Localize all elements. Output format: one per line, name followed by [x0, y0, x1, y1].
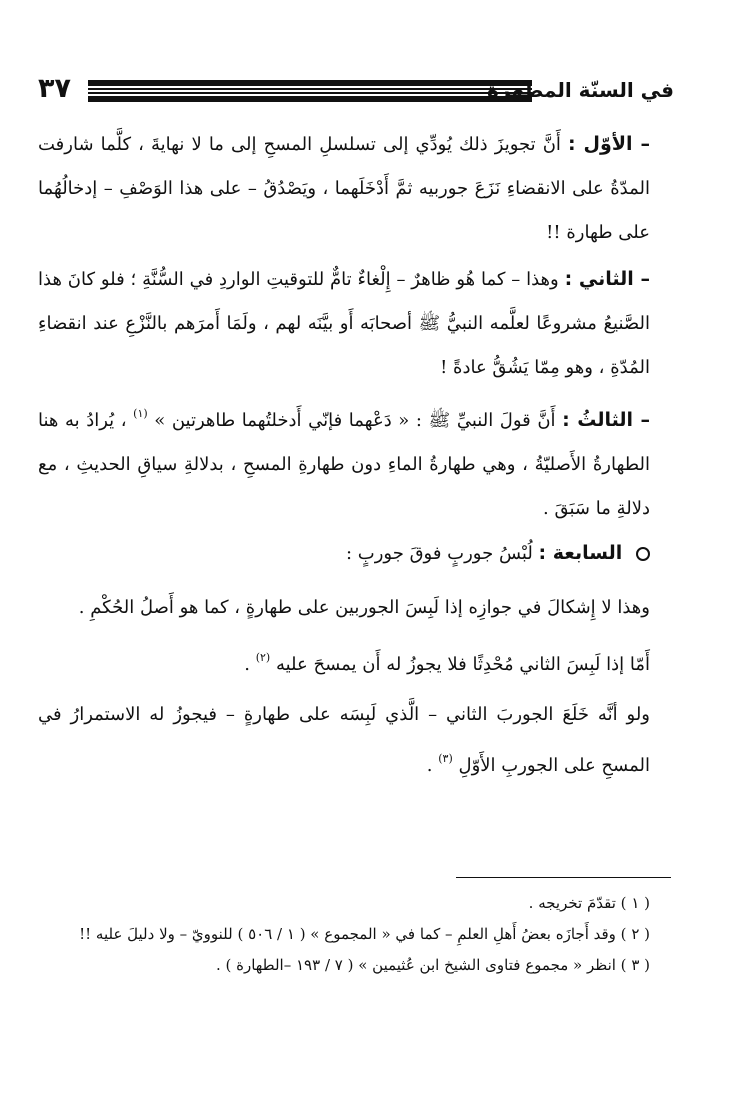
footnote-ref-1: (١) — [133, 407, 148, 420]
footnotes — [38, 888, 670, 981]
footnote-1: ( ١ ) تقدّمَ تخريجه . — [528, 894, 650, 912]
section-heading — [38, 531, 670, 576]
footnote-ref-2: (٢) — [255, 651, 271, 664]
paragraph-first — [38, 122, 670, 255]
paragraph-first-text: أَنَّ تجويزَ ذلك يُودِّي إلى تسلسلِ المسحِ إلى ما لا نهايةَ ، كلَّما شارفت المدّةُ على الانقضاءِ نَزَعَ جوربيه ثمَّ أَدْخَلَهما ، ويَصْدُقُ – على هذا الوَصْفِ – إدخالُهُما على طهارة !! — [38, 134, 650, 243]
running-header — [38, 74, 674, 108]
point-label-third: – الثالثُ : — [562, 409, 650, 431]
paragraph-third — [38, 392, 670, 531]
footnote-2: ( ٢ ) وقد أَجازَه بعضُ أَهلِ العلمِ – كما في « المجموع » ( ١ / ٥٠٦ ) للنوويّ – ولا دليلَ عليه !! — [79, 925, 650, 943]
paragraph-sixth-text: ولو أنَّه خَلَعَ الجوربَ الثاني – الَّذي لَبِسَه على طهارةٍ – فيجوزُ له الاستمرارُ في المسحِ على الجوربِ الأَوّلِ — [38, 704, 650, 776]
paragraph-sixth — [38, 693, 670, 788]
header-decorative-rule — [88, 80, 532, 102]
point-label-second: – الثاني : — [564, 268, 650, 290]
paragraph-second-text: وهذا – كما هُو ظاهرٌ – إِلْغاءٌ تامٌّ للتوقيتِ الواردِ في السُّنَّةِ ؛ فلو كانَ هذا الصَّنيعُ مشروعًا لعلَّمه النبيُّ ﷺ أصحابَه أَو بيَّنَه لهم ، ولَمَا أَمرَهم بالنَّزْعِ عند انقضاءِ المُدّةِ ، وهو مِمّا يَشُقُّ عادةً ! — [38, 269, 650, 378]
paragraph-third-hadith: أَنَّ قولَ النبيِّ ﷺ : « دَعْهما فإنّي أَدخلتُهما طاهرتين » — [154, 410, 556, 431]
footnote-3: ( ٣ ) انظر « مجموع فتاوى الشيخ ابن عُثيمين » ( ٧ / ١٩٣ –الطهارة ) . — [215, 956, 650, 974]
section-label: السابعة : — [538, 542, 623, 564]
page-number: ٣٧ — [38, 73, 71, 104]
main-text — [38, 122, 670, 788]
paragraph-sixth-end: . — [426, 755, 433, 776]
paragraph-third-text: ، يُرادُ به هنا الطهارةُ الأَصليّةُ ، وهي طهارةُ الماءِ دون طهارةِ المسحِ ، بدلالةِ سياقِ الحديثِ ، مع دلالةِ ما سَبَقَ . — [38, 410, 650, 519]
point-label-first: – الأوّل : — [568, 133, 650, 155]
paragraph-fifth-end: . — [244, 654, 250, 675]
section-title: لُبْسُ جوربٍ فوقَ جوربٍ : — [346, 543, 533, 564]
footnote-separator — [456, 877, 671, 878]
paragraph-second — [38, 257, 670, 390]
paragraph-fifth-text: أَمّا إذا لَبِسَ الثاني مُحْدِثًا فلا يجوزُ له أَن يمسحَ عليه — [275, 654, 650, 675]
paragraph-fifth — [38, 636, 670, 687]
footnote-ref-3: (٣) — [438, 752, 453, 765]
running-title: في السنّة المطهرة — [487, 78, 674, 102]
paragraph-fourth: وهذا لا إِشكالَ في جوازِه إذا لَبِسَ الجوربين على طهارةٍ ، كما هو أَصلُ الحُكْمِ . — [78, 597, 650, 618]
circle-bullet-icon — [636, 547, 650, 561]
